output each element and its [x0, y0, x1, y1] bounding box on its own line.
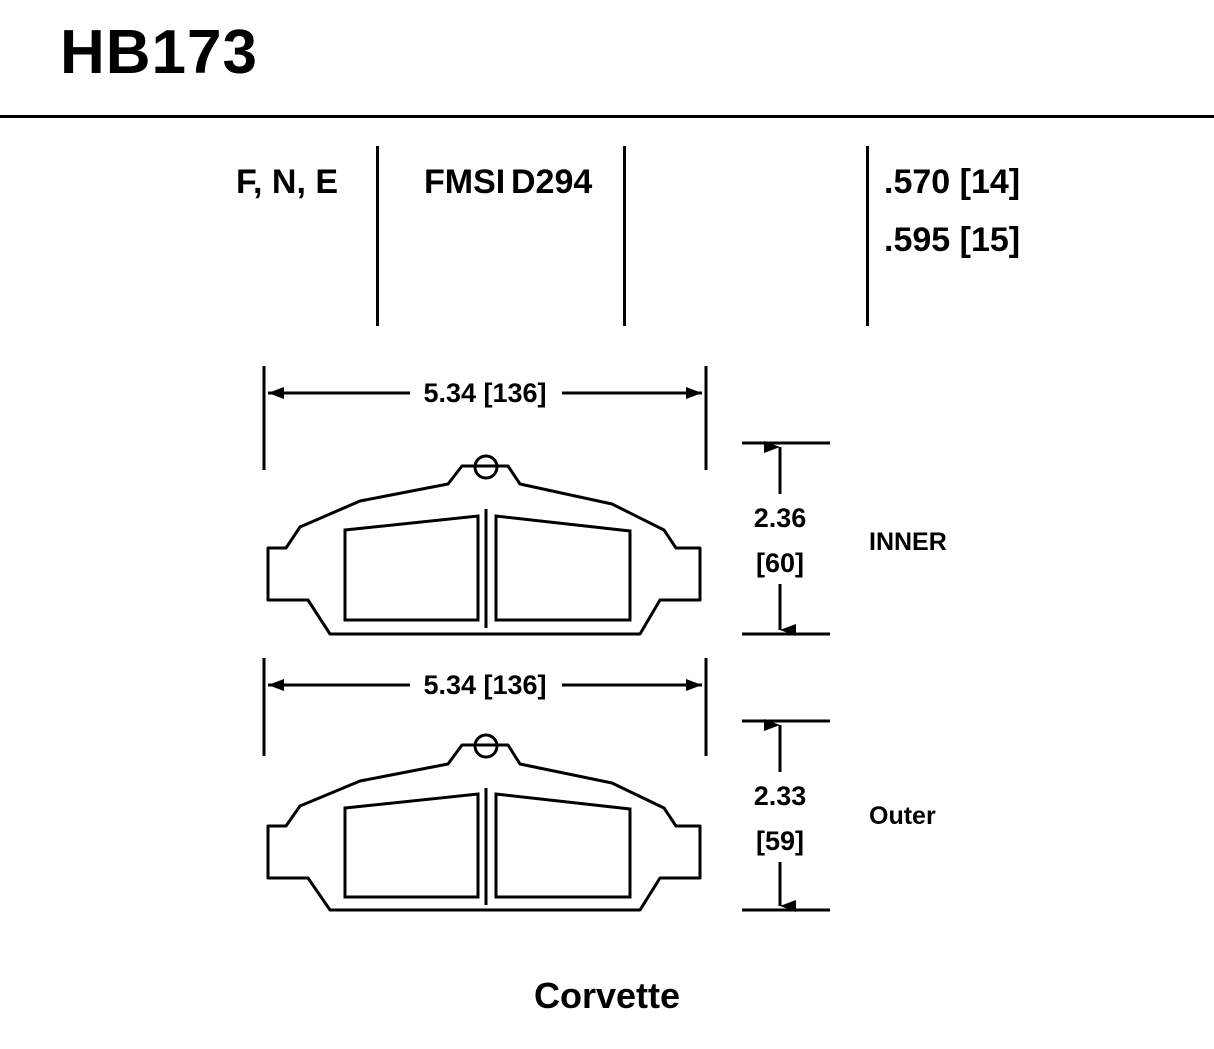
compound-codes: F, N, E: [236, 163, 339, 201]
inner-width-dimension: 5.34 [136]: [423, 378, 547, 408]
outer-position-label: Outer: [869, 802, 936, 830]
divider-1: [376, 146, 379, 326]
inner-height-dimension-mm: [60]: [755, 548, 804, 578]
divider-3: [866, 146, 869, 326]
part-number: HB173: [60, 18, 258, 87]
outer-height-dimension-in: 2.33: [753, 781, 807, 811]
inner-height-dimension-in: 2.36: [753, 503, 807, 533]
outer-width-dimension: 5.34 [136]: [423, 670, 547, 700]
divider-2: [623, 146, 626, 326]
title-bar: [0, 0, 1214, 118]
vehicle-label: Corvette: [533, 975, 681, 1016]
fmsi-label: FMSI: [424, 163, 506, 201]
thickness-value-1: .570 [14]: [884, 163, 1021, 201]
outer-height-dimension-mm: [59]: [755, 826, 804, 856]
thickness-value-2: .595 [15]: [884, 221, 1021, 259]
inner-position-label: INNER: [869, 528, 947, 556]
fmsi-value: D294: [511, 163, 593, 201]
